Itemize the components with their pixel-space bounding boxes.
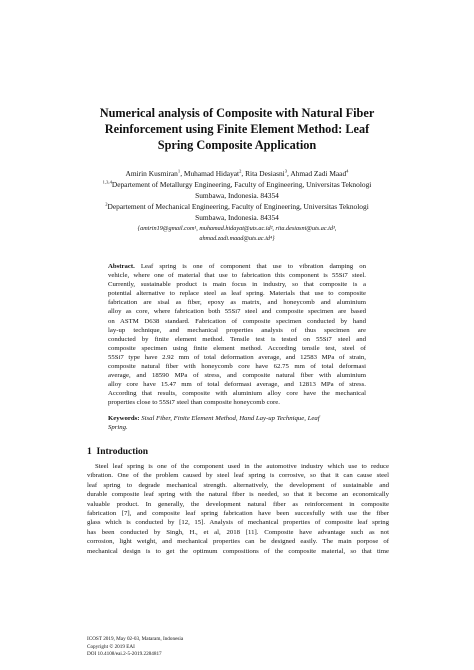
author-separator: , [180, 169, 184, 178]
email-line: {amirin19@gmail.com¹, muhamad.hidayat@uts.ac.id², rita.desiasni@uts.ac.id³, [137, 225, 337, 232]
abstract-text: Leaf spring is one of component that use to vibration damping on [134, 263, 366, 270]
abstract-line: composite natural fiber with honeycomb core have 62.75 mm of total deformasi [108, 363, 366, 371]
abstract [108, 262, 366, 408]
affiliation-1-line-2: Sumbawa, Indonesia. 84354 [195, 191, 279, 200]
section-title: Introduction [96, 447, 149, 457]
author-separator: , [287, 169, 291, 178]
intro-line: mechanical design is to get the optimum compositions of the composite material, so that time [87, 547, 389, 555]
affiliation-text: Departement of Mechanical Engineering, Faculty of Engineering, Universitas Teknologi [107, 202, 369, 211]
footer-copyright: Copyright © 2019 EAI [87, 643, 135, 650]
author-names [60, 168, 414, 179]
abstract-line: Currently, sustainable product is main focus in industry, so that composite is a [108, 281, 366, 289]
intro-line: Steel leaf spring is one of the component used in the automotive industry which use to reduce [95, 463, 389, 470]
intro-line: durable composite leaf spring with the natural fiber is needed, so that it become an economically [87, 491, 389, 499]
intro-line: fabrication [7], and composite leaf spring fabrication have been succesfully with use the fiber [87, 510, 389, 518]
author-sup: 3 [284, 168, 288, 174]
abstract-line: properties close to 55Si7 steel than composite honeycomb core. [108, 399, 280, 407]
affiliation-sup: 1,3,4 [102, 179, 112, 185]
abstract-line: conducted by finite element method. Tensile test is tested on 55Si7 steel and [108, 335, 366, 343]
author-name: Rita Desiasni [245, 169, 285, 178]
abstract-line: alloy as core, where fabrication both 55Si7 steel and composite specimen are based [108, 308, 366, 316]
affiliation-2-line-2: Sumbawa, Indonesia. 84354 [195, 213, 279, 222]
affiliation-sup: 2 [105, 201, 108, 207]
author-name: Amirin Kusmiran [125, 169, 178, 178]
introduction-body [87, 462, 389, 556]
page-footer [87, 636, 287, 659]
title-line: Spring Composite Application [157, 138, 317, 152]
footer-doi: DOI 10.4108/eai.2-5-2019.2284817 [87, 651, 162, 658]
abstract-line: 55Si7 type have 2.92 mm of total deformation average, and 12583 MPa of strain, [108, 353, 366, 361]
keywords-line [108, 414, 366, 423]
abstract-line: composite specimen using finite element method. According tensile test, steel of [108, 344, 366, 352]
email-block [100, 224, 374, 243]
affiliation-2-line-1 [60, 201, 414, 212]
paper-title [70, 105, 404, 153]
email-line: ahmad.zadi.maad@uts.ac.id⁴} [199, 234, 275, 242]
abstract-label: Abstract. [108, 263, 135, 270]
author-sup: 2 [239, 168, 242, 174]
intro-line: corrosion, light weight, and mechanical properties can be designed easily. The main porpose of [87, 538, 389, 546]
affiliation-1-line-1 [60, 179, 414, 190]
section-heading [87, 446, 148, 458]
keywords [108, 414, 366, 432]
title-line: Numerical analysis of Composite with Natural Fiber [99, 106, 375, 120]
intro-line: valuable product. In generally, the development natural fiber as reinforcement in composite [87, 500, 389, 508]
abstract-line: fabrication are sisal as fiber, epoxy as matrix, and honeycomb and aluminium [108, 299, 366, 307]
author-block [60, 168, 414, 223]
footer-conference: ICOST 2019, May 02-03, Mataram, Indonesia [87, 636, 184, 642]
abstract-line: average, and 18590 MPa of stress, and composite natural fiber with aluminium [108, 372, 366, 380]
abstract-line: alloy core have 15.47 mm of total deformasi average, and 12813 MPa of stress. [108, 381, 366, 389]
keywords-text: Sisal Fiber, Finite Element Method, Hand Lay-up Technique, Leaf [139, 415, 320, 422]
section-number: 1 [87, 447, 92, 457]
intro-line: glass which is conducted by [12, 15]. Analysis of mechanical properties of composite leaf spring [87, 519, 389, 527]
intro-line: vibration. One of the problem caused by steel leaf spring is corrosive, so that it can cause steel [87, 472, 389, 480]
keywords-label: Keywords: [108, 415, 140, 422]
author-sup: 1 [177, 168, 181, 174]
keywords-line: Spring. [108, 424, 128, 432]
abstract-line [108, 262, 366, 271]
affiliation-text: Departement of Metallurgy Engineering, Faculty of Engineering, Universitas Teknologi [111, 180, 372, 189]
abstract-line: lay-up technique, and mechanical properties analysis of thus specimen are [108, 326, 366, 334]
author-name: Ahmad Zadi Maad [290, 169, 347, 178]
abstract-line: on ASTM D638 standard. Fabrication of composite specimen conducted by hand [108, 317, 366, 325]
abstract-line: potential alternative to replace steel as leaf spring. Materials that use to composite [108, 290, 366, 298]
abstract-line: According that results, composite with aluminium alloy core have the mechanical [108, 390, 366, 398]
author-name: Muhamad Hidayat [183, 169, 240, 178]
intro-line: leaf spring to degrade mechanical strength. alternatively, the development of sustainable and [87, 481, 389, 489]
intro-line: has been conducted by Singh, H., et al, 2018 [11]. Composite have advantage such as not [87, 528, 389, 536]
abstract-line: vehicle, where one of material that use to fabrication this component is 55Si7 steel. [108, 272, 366, 280]
title-line: Reinforcement using Finite Element Method: Leaf [104, 122, 370, 136]
author-sup: 4 [346, 168, 349, 174]
author-separator: , [241, 169, 246, 178]
